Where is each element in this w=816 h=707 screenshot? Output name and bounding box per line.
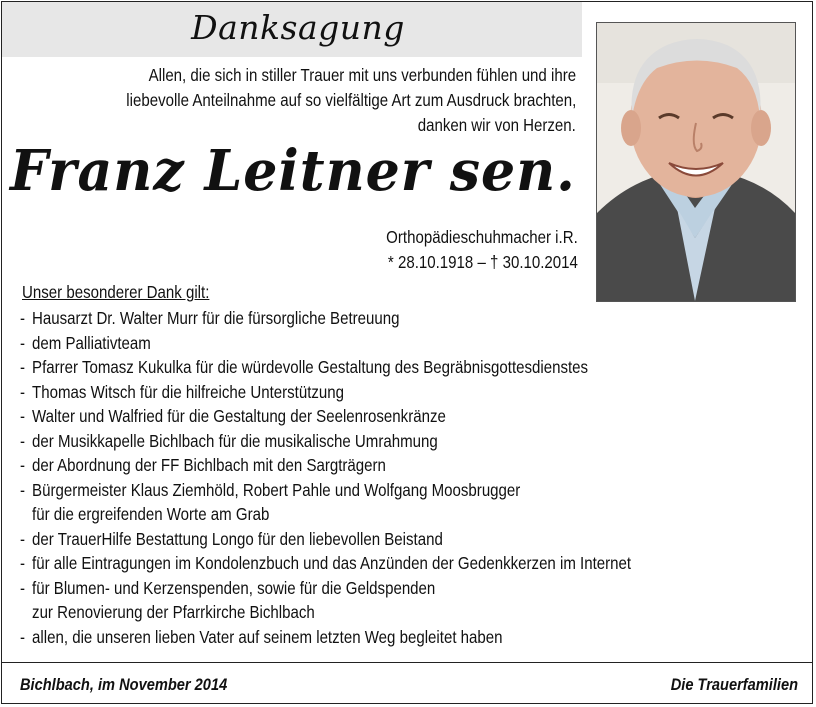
thanks-item (20, 551, 631, 576)
intro-line-2: liebevolle Anteilnahme auf so vielfältige Art zum Ausdruck brachten, (125, 90, 576, 110)
footer-place-date: Bichlbach, im November 2014 (20, 675, 228, 694)
thanks-item (20, 527, 631, 552)
thanks-item-text: dem Palliativteam (32, 332, 151, 353)
footer-signature: Die Trauerfamilien (670, 675, 798, 694)
thanks-item (20, 429, 631, 454)
thanks-item-text: der Musikkapelle Bichlbach für die musikalische Umrahmung (32, 430, 438, 451)
footer-divider (2, 662, 812, 663)
thanks-item (20, 478, 631, 527)
thanks-item-text: Bürgermeister Klaus Ziemhöld, Robert Pahle und Wolfgang Moosbrugger (32, 479, 521, 500)
intro-line-3: danken wir von Herzen. (417, 115, 576, 135)
thanks-item (20, 404, 631, 429)
thanks-item-continuation: für die ergreifenden Worte am Grab (32, 504, 270, 524)
thanks-item-continuation: zur Renovierung der Pfarrkirche Bichlbach (32, 602, 315, 622)
thanks-item-text: Hausarzt Dr. Walter Murr für die fürsorgliche Betreuung (32, 308, 400, 328)
thanks-item-text: Walter und Walfried für die Gestaltung der Seelenrosenkränze (32, 406, 446, 426)
thanks-item (20, 306, 631, 331)
deceased-dates: * 28.10.1918 – † 30.10.2014 (388, 252, 578, 272)
portrait-photo-icon (597, 23, 795, 301)
thanks-item-text: allen, die unseren lieben Vater auf seinem letzten Weg begleitet haben (32, 626, 503, 647)
thanks-item-text: Pfarrer Tomasz Kukulka für die würdevolle Gestaltung des Begräbnisgottesdienstes (32, 357, 589, 377)
thanks-heading: Unser besonderer Dank gilt: (22, 282, 210, 302)
notice-title: Danksagung (191, 8, 405, 47)
thanks-item (20, 625, 631, 650)
thanks-item (20, 576, 631, 625)
portrait-photo (596, 22, 796, 302)
thanks-item-text: für alle Eintragungen im Kondolenzbuch und das Anzünden der Gedenkkerzen im Internet (32, 553, 632, 573)
thanks-item-text: der Abordnung der FF Bichlbach mit den Sargträgern (32, 455, 386, 475)
thanks-item-text: der TrauerHilfe Bestattung Longo für den liebevollen Beistand (32, 528, 443, 549)
deceased-name: Franz Leitner sen. (10, 138, 576, 204)
thanks-item (20, 380, 631, 405)
thanks-item (20, 355, 631, 380)
thanks-item-text: für Blumen- und Kerzenspenden, sowie für die Geldspenden (32, 577, 436, 598)
deceased-profession: Orthopädieschuhmacher i.R. (386, 227, 578, 247)
thanks-item (20, 331, 631, 356)
thanks-list (20, 306, 631, 649)
intro-line-1: Allen, die sich in stiller Trauer mit uns verbunden fühlen und ihre (148, 65, 576, 85)
thanks-item (20, 453, 631, 478)
thanks-item-text: Thomas Witsch für die hilfreiche Unterstützung (32, 381, 345, 402)
